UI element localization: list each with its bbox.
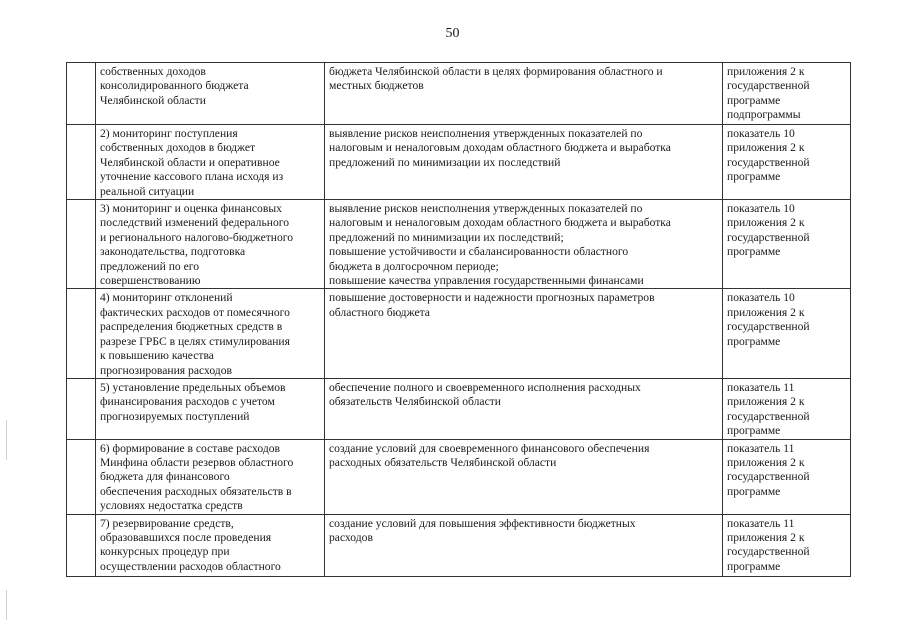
activity-cell: 5) установление предельных объемов финансирования расходов с учетом прогнозируемых поступлений bbox=[96, 378, 325, 439]
measures-table bbox=[66, 62, 851, 577]
row-number-cell bbox=[67, 63, 96, 125]
indicator-cell: показатель 10 приложения 2 к государственной программе bbox=[723, 200, 851, 289]
table-row bbox=[67, 289, 851, 378]
row-number-cell bbox=[67, 439, 96, 514]
activity-cell: 2) мониторинг поступления собственных доходов в бюджет Челябинской области и оперативное уточнение кассового плана исходя из реальной ситуации bbox=[96, 125, 325, 200]
table-row bbox=[67, 439, 851, 514]
scan-margin-line bbox=[6, 590, 7, 620]
indicator-cell: показатель 11 приложения 2 к государственной программе bbox=[723, 439, 851, 514]
indicator-cell: показатель 10 приложения 2 к государственной программе bbox=[723, 125, 851, 200]
expected-result-cell: выявление рисков неисполнения утвержденных показателей по налоговым и неналоговым доходам областного бюджета и выработка предложений по минимизации их последствий; повышение устойчивости и сбалансированности областного бюджета в долгосрочном периоде; повышение качества управления государственными финансами bbox=[325, 200, 723, 289]
row-number-cell bbox=[67, 514, 96, 576]
expected-result-cell: бюджета Челябинской области в целях формирования областного и местных бюджетов bbox=[325, 63, 723, 125]
row-number-cell bbox=[67, 289, 96, 378]
table-row bbox=[67, 63, 851, 125]
activity-cell: 6) формирование в составе расходов Минфина области резервов областного бюджета для финансового обеспечения расходных обязательств в условиях недостатка средств bbox=[96, 439, 325, 514]
expected-result-cell: создание условий для своевременного финансового обеспечения расходных обязательств Челябинской области bbox=[325, 439, 723, 514]
activity-cell: собственных доходов консолидированного бюджета Челябинской области bbox=[96, 63, 325, 125]
table-row bbox=[67, 125, 851, 200]
activity-cell: 7) резервирование средств, образовавшихся после проведения конкурсных процедур при осуществлении расходов областного bbox=[96, 514, 325, 576]
row-number-cell bbox=[67, 378, 96, 439]
row-number-cell bbox=[67, 125, 96, 200]
activity-cell: 4) мониторинг отклонений фактических расходов от помесячного распределения бюджетных средств в разрезе ГРБС в целях стимулирования к повышению качества прогнозирования расходов bbox=[96, 289, 325, 378]
expected-result-cell: обеспечение полного и своевременного исполнения расходных обязательств Челябинской области bbox=[325, 378, 723, 439]
indicator-cell: показатель 11 приложения 2 к государственной программе bbox=[723, 378, 851, 439]
expected-result-cell: выявление рисков неисполнения утвержденных показателей по налоговым и неналоговым доходам областного бюджета и выработка предложений по минимизации их последствий bbox=[325, 125, 723, 200]
activity-cell: 3) мониторинг и оценка финансовых последствий изменений федерального и регионального налогово-бюджетного законодательства, подготовка предложений по его совершенствованию bbox=[96, 200, 325, 289]
table-row bbox=[67, 378, 851, 439]
indicator-cell: приложения 2 к государственной программе подпрограммы bbox=[723, 63, 851, 125]
table-body bbox=[67, 63, 851, 577]
table-row bbox=[67, 200, 851, 289]
row-number-cell bbox=[67, 200, 96, 289]
indicator-cell: показатель 11 приложения 2 к государственной программе bbox=[723, 514, 851, 576]
page-number: 50 bbox=[445, 26, 460, 41]
expected-result-cell: повышение достоверности и надежности прогнозных параметров областного бюджета bbox=[325, 289, 723, 378]
expected-result-cell: создание условий для повышения эффективности бюджетных расходов bbox=[325, 514, 723, 576]
indicator-cell: показатель 10 приложения 2 к государственной программе bbox=[723, 289, 851, 378]
scan-margin-line bbox=[6, 420, 7, 460]
table-row bbox=[67, 514, 851, 576]
